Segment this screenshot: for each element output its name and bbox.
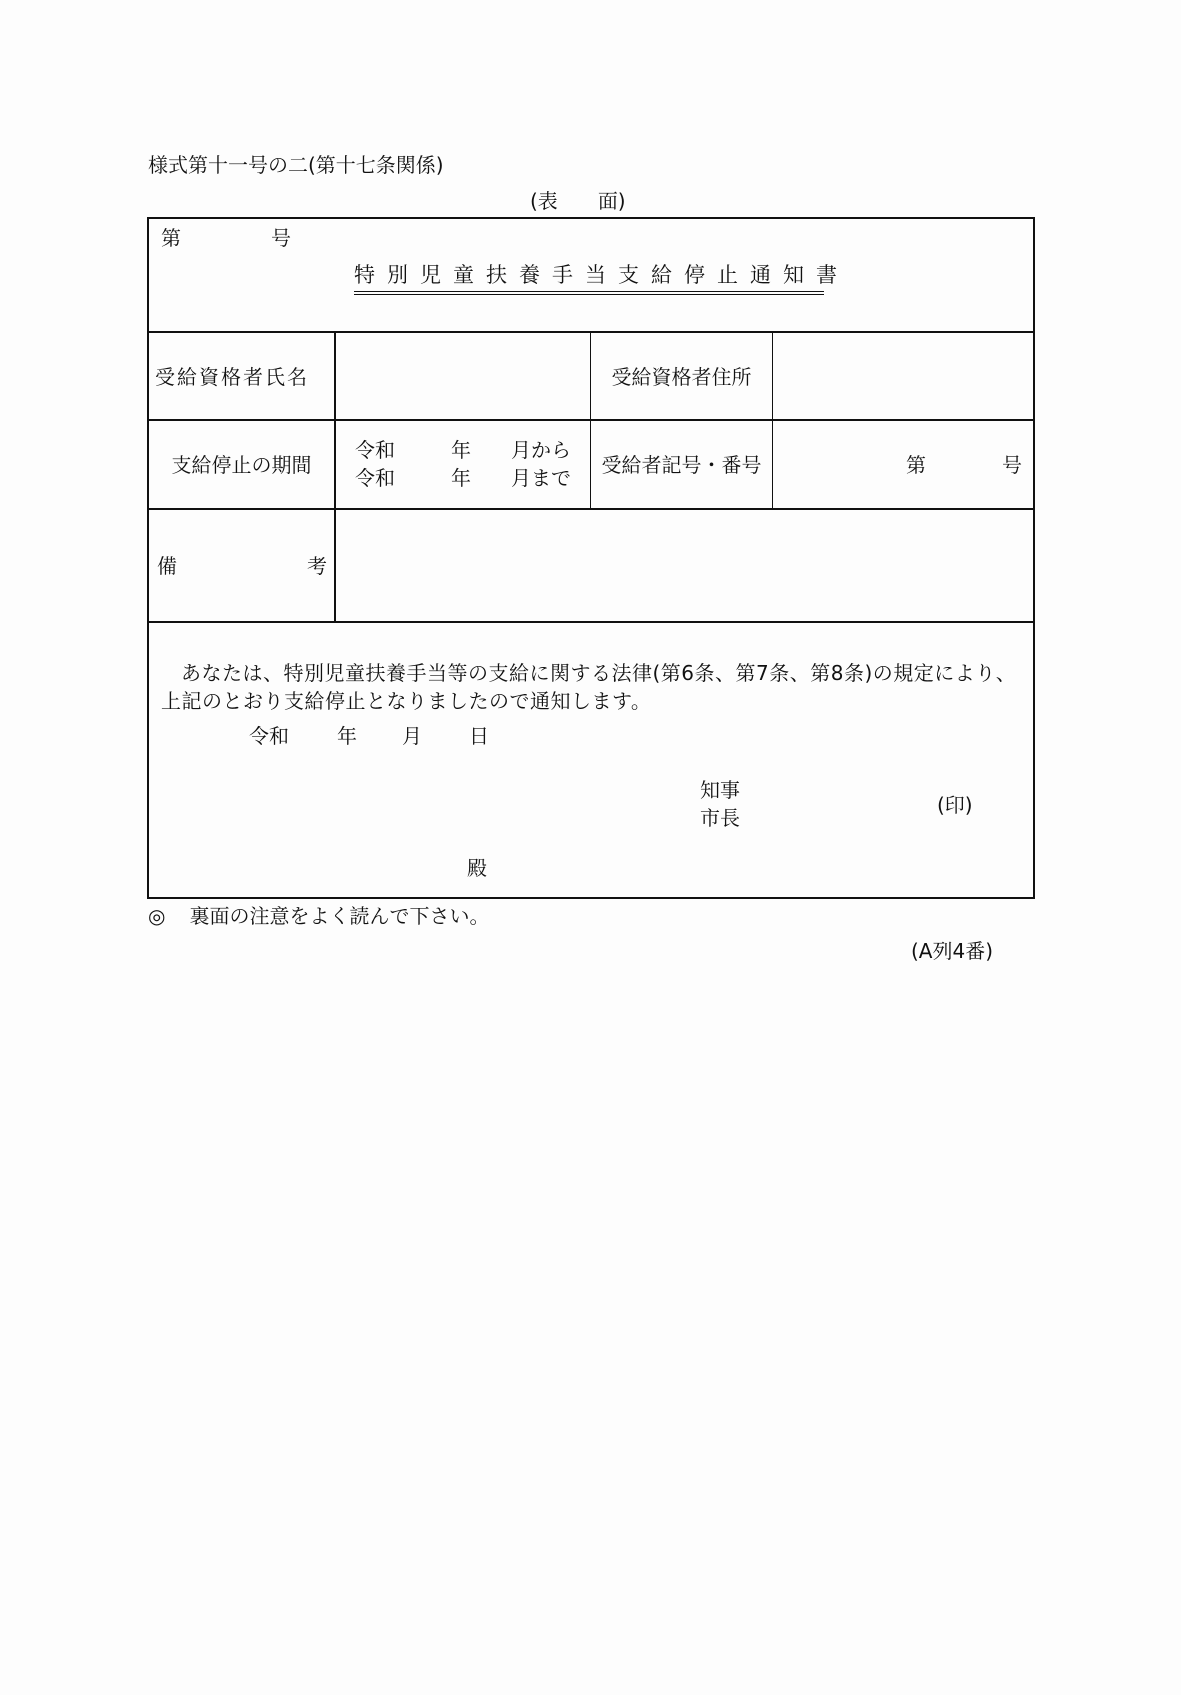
notice-text: あなたは、特別児童扶養手当等の支給に関する法律(第6条、第7条、第8条)の規定により、上記のとおり支給停止となりましたので通知します。 (161, 661, 1017, 713)
period-from (355, 436, 571, 464)
issue-date-year: 年 (337, 724, 357, 748)
issue-date-day: 日 (469, 724, 489, 748)
note-text: 裏面の注意をよく読んで下さい。 (189, 904, 490, 928)
period-to-era: 令和 (355, 465, 395, 490)
form-number (161, 223, 291, 249)
recipient-id-suffix: 号 (1002, 453, 1022, 477)
row-divider (149, 621, 1033, 623)
col-divider (772, 331, 773, 508)
suspension-period-label: 支給停止の期間 (171, 453, 312, 477)
seal-mark: (印) (937, 793, 973, 817)
recipient-name-field[interactable] (337, 333, 589, 419)
period-to (355, 464, 571, 492)
side-label-left: (表 (530, 189, 558, 213)
addressee-honorific: 殿 (467, 856, 487, 880)
reverse-note (148, 904, 489, 928)
note-marker-icon: ◎ (148, 904, 166, 928)
form-caption: 様式第十一号の二(第十七条関係) (148, 153, 444, 177)
remarks-label-left: 備 (157, 554, 177, 578)
recipient-id-prefix: 第 (906, 453, 926, 477)
issue-date-month: 月 (402, 724, 422, 748)
form-number-suffix: 号 (271, 225, 291, 250)
remarks-label (157, 508, 327, 621)
period-from-month: 月から (511, 437, 571, 462)
side-label (530, 189, 626, 213)
suspension-period-field[interactable] (355, 419, 585, 508)
recipient-address-field[interactable] (775, 333, 1031, 419)
recipient-name-label: 受給資格者氏名 (155, 364, 309, 389)
side-label-right: 面) (597, 189, 626, 213)
period-from-era: 令和 (355, 437, 395, 462)
paper-size: (A列4番) (911, 939, 994, 963)
document-title: 特別児童扶養手当支給停止通知書 (354, 259, 824, 295)
period-to-year: 年 (451, 465, 471, 490)
recipient-address-label: 受給資格者住所 (611, 364, 752, 389)
form-number-prefix: 第 (161, 225, 181, 250)
period-from-year: 年 (451, 437, 471, 462)
issuer-mayor: 市長 (700, 806, 740, 830)
issue-date-era: 令和 (249, 724, 289, 748)
issuer-governor: 知事 (700, 778, 740, 802)
issue-date (249, 724, 489, 748)
remarks-field[interactable] (337, 510, 1031, 621)
recipient-id-field[interactable] (774, 419, 1022, 508)
period-to-month: 月まで (511, 465, 571, 490)
notice-form (147, 217, 1035, 899)
recipient-id-label: 受給者記号・番号 (601, 453, 762, 477)
remarks-label-right: 考 (307, 554, 327, 578)
